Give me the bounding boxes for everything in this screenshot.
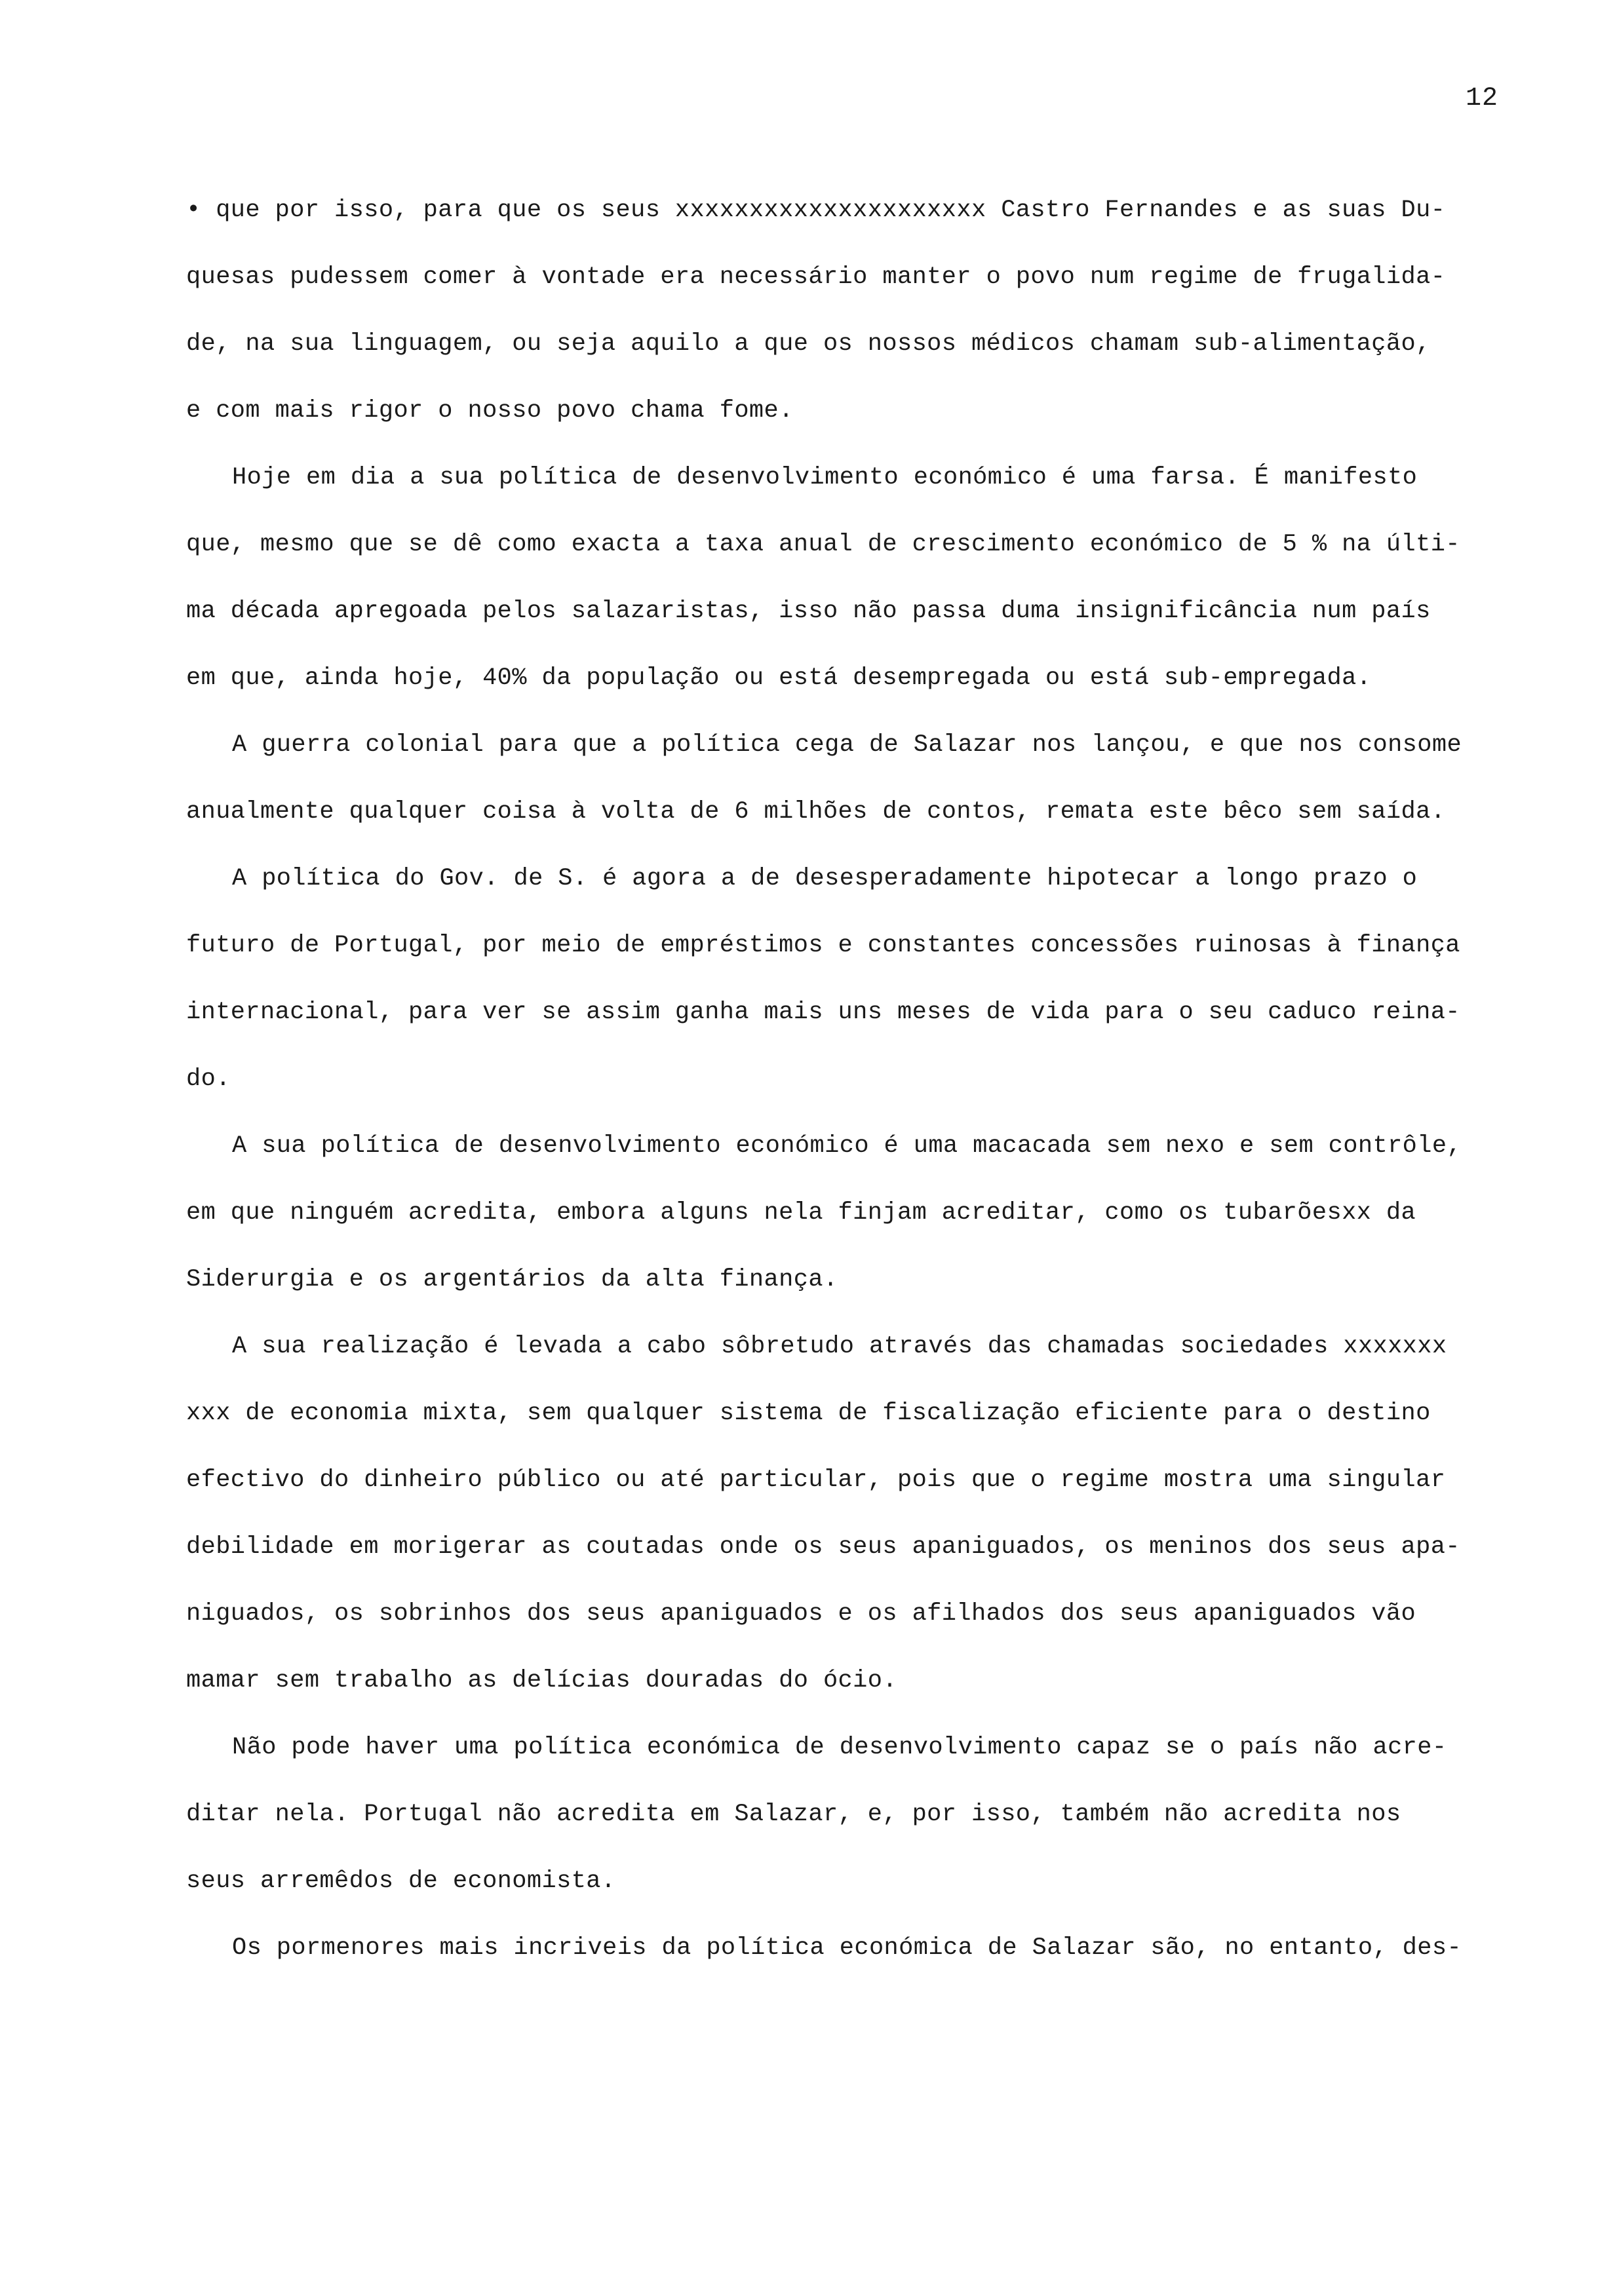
text-line: • que por isso, para que os seus xxxxxxxxxxxxxxxxxxxxx Castro Fernandes e as suas Du- bbox=[186, 197, 1446, 224]
text-line: Siderurgia e os argentários da alta finança. bbox=[186, 1266, 838, 1293]
text-line: ditar nela. Portugal não acredita em Salazar, e, por isso, também não acredita nos bbox=[186, 1801, 1401, 1828]
text-line: mamar sem trabalho as delícias douradas do ócio. bbox=[186, 1667, 897, 1694]
text-line: e com mais rigor o nosso povo chama fome. bbox=[186, 397, 794, 425]
text-line: efectivo do dinheiro público ou até particular, pois que o regime mostra uma singular bbox=[186, 1466, 1446, 1494]
text-line: Não pode haver uma política económica de desenvolvimento capaz se o país não acre- bbox=[232, 1734, 1447, 1761]
text-line: seus arremêdos de economista. bbox=[186, 1867, 616, 1895]
text-line: quesas pudessem comer à vontade era necessário manter o povo num regime de frugalida- bbox=[186, 263, 1446, 291]
text-line: A sua política de desenvolvimento económico é uma macacada sem nexo e sem contrôle, bbox=[232, 1132, 1462, 1160]
text-line: A sua realização é levada a cabo sôbretudo através das chamadas sociedades xxxxxxx bbox=[232, 1333, 1447, 1360]
text-line: em que, ainda hoje, 40% da população ou está desempregada ou está sub-empregada. bbox=[186, 664, 1372, 692]
text-line: niguados, os sobrinhos dos seus apaniguados e os afilhados dos seus apaniguados vão bbox=[186, 1600, 1416, 1628]
text-line: do. bbox=[186, 1065, 231, 1093]
text-line: que, mesmo que se dê como exacta a taxa anual de crescimento económico de 5 % na últi- bbox=[186, 531, 1460, 558]
text-line: A guerra colonial para que a política cega de Salazar nos lançou, e que nos consome bbox=[232, 731, 1462, 759]
text-line: debilidade em morigerar as coutadas onde os seus apaniguados, os meninos dos seus apa- bbox=[186, 1533, 1460, 1561]
text-line: Os pormenores mais incriveis da política económica de Salazar são, no entanto, des- bbox=[232, 1934, 1462, 1962]
typewritten-text-body bbox=[186, 177, 1589, 1981]
text-line: em que ninguém acredita, embora alguns nela finjam acreditar, como os tubarõesxx da bbox=[186, 1199, 1416, 1227]
text-line: ma década apregoada pelos salazaristas, isso não passa duma insignificância num país bbox=[186, 598, 1431, 625]
page-number: 12 bbox=[1466, 84, 1499, 113]
text-line: internacional, para ver se assim ganha mais uns meses de vida para o seu caduco reina- bbox=[186, 999, 1460, 1026]
text-line: anualmente qualquer coisa à volta de 6 milhões de contos, remata este bêco sem saída. bbox=[186, 798, 1446, 826]
text-line: de, na sua linguagem, ou seja aquilo a que os nossos médicos chamam sub-alimentação, bbox=[186, 330, 1431, 358]
text-line: futuro de Portugal, por meio de empréstimos e constantes concessões ruinosas à finança bbox=[186, 932, 1460, 959]
text-line: A política do Gov. de S. é agora a de desesperadamente hipotecar a longo prazo o bbox=[232, 865, 1418, 892]
text-line: Hoje em dia a sua política de desenvolvimento económico é uma farsa. É manifesto bbox=[232, 464, 1418, 491]
text-line: xxx de economia mixta, sem qualquer sistema de fiscalização eficiente para o destino bbox=[186, 1400, 1431, 1427]
